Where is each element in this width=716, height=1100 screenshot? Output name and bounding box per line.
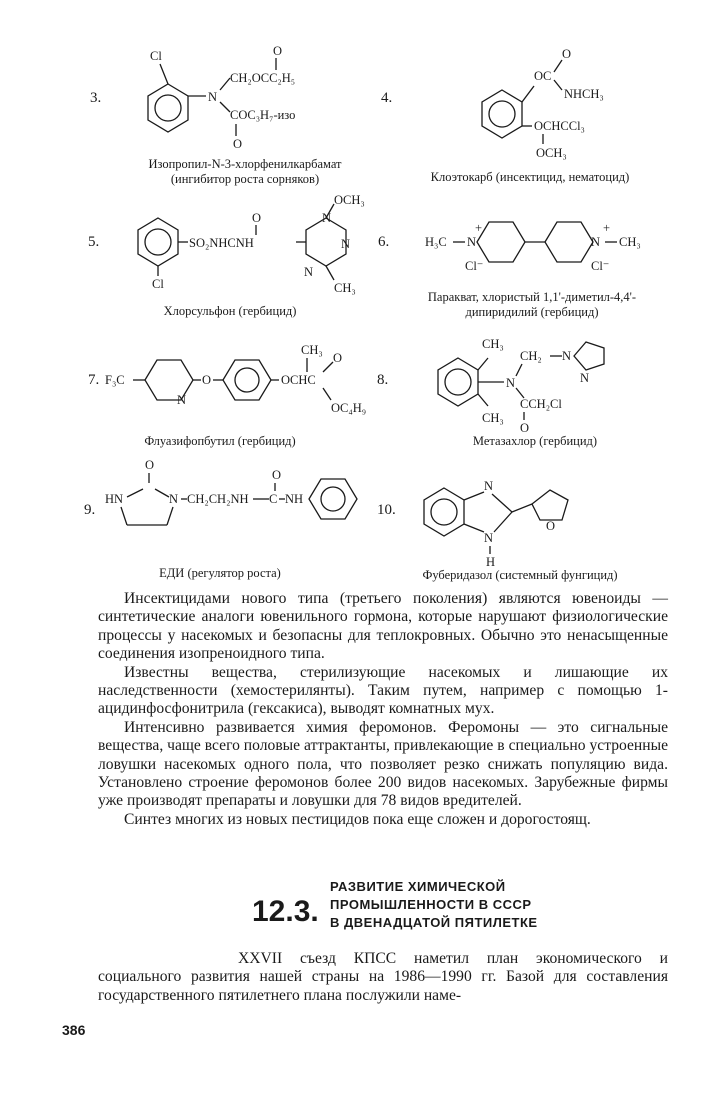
paragraph: Интенсивно развивается химия феромонов. Феромоны — это сигнальные вещества, чаще всего половые аттрактанты, привлекающие в специально устроенные ловушки насекомых одного пола, что позволяет резко снижать популяцию вида. Установлено строение феромонов более 200 видов насекомых. Зарубежные фирмы уже производят препараты и ловушки для 78 видов вредителей. [98,718,668,810]
svg-text:N: N [169,492,179,506]
svg-text:O: O [272,468,282,482]
svg-text:SO₂NHCNH: SO₂NHCNH [189,236,254,250]
cloethocarb-structure [462,40,662,165]
caption-line: (ингибитор роста сорняков) [170,172,320,186]
svg-text:OCHCCl₃: OCHCCl₃ [534,119,585,133]
svg-text:OCH₃: OCH₃ [334,193,365,207]
edi-structure [105,455,365,540]
svg-text:F₃C: F₃C [105,373,125,387]
svg-text:N: N [467,235,477,249]
structure-number: 8. [377,372,389,388]
svg-text:O: O [145,458,155,472]
svg-text:CH₃: CH₃ [482,411,504,425]
caption-line: Хлорсульфон (гербицид) [163,304,297,318]
section-body [98,950,668,1005]
svg-text:CH₃: CH₃ [482,337,504,351]
caption-line: Клоэтокарб (инсектицид, нематоцид) [430,170,630,184]
caption-line: Флуазифопбутил (гербицид) [144,434,296,448]
svg-text:CCH₂Cl: CCH₂Cl [520,397,562,411]
svg-text:N: N [322,211,332,225]
svg-text:Cl⁻: Cl⁻ [591,259,610,273]
svg-text:O: O [202,373,212,387]
svg-text:O: O [233,137,243,151]
svg-text:N: N [341,237,351,251]
caption-line: ЕДИ (регулятор роста) [159,566,281,580]
svg-text:H₃C: H₃C [425,235,447,249]
fluazifop-butyl-structure [105,340,375,420]
paragraph: Синтез многих из новых пестицидов пока еще сложен и дорогостоящ. [124,810,591,828]
structure-number: 3. [90,90,102,106]
svg-text:+: + [475,221,483,235]
section-number: 12.3. [252,895,319,928]
svg-text:O: O [252,211,262,225]
caption-line: Паракват, хлористый 1,1'-диметил-4,4'- [427,290,637,304]
svg-text:C: C [269,492,278,506]
svg-text:Cl⁻: Cl⁻ [465,259,484,273]
section-title-line: ПРОМЫШЛЕННОСТИ В СССР [330,897,532,912]
caption-line: Фуберидазол (системный фунгицид) [422,568,618,582]
svg-text:N: N [591,235,601,249]
chlorsulfuron-structure [128,192,378,297]
page-number: 386 [62,1022,86,1038]
body-text [98,590,668,829]
fuberidazole-structure [420,470,600,570]
svg-text:HN: HN [105,492,124,506]
svg-text:N: N [304,265,314,279]
svg-text:CH₂OCC₂H₅: CH₂OCC₂H₅ [230,71,296,85]
svg-text:CH₃: CH₃ [334,281,356,295]
svg-text:O: O [520,421,530,435]
structure-number: 6. [378,234,390,250]
metazachlor-structure [428,330,668,435]
section-title-line: РАЗВИТИЕ ХИМИЧЕСКОЙ [330,879,506,894]
paragraph: Известны вещества, стерилизующие насекомых и лишающие их наследственности (хемостерилянты). Таким путем, например с помощью 1-ацидинфосфонитрила (гексакиса), выводят комнатных мух. [98,663,668,718]
svg-text:OC: OC [534,69,552,83]
svg-text:N: N [562,349,572,363]
svg-text:N: N [506,376,516,390]
structure-number: 4. [381,90,393,106]
svg-text:OCHC: OCHC [281,373,316,387]
svg-text:OCH₃: OCH₃ [536,146,567,160]
svg-text:CH₂: CH₂ [520,349,542,363]
svg-text:O: O [546,519,556,533]
svg-text:N: N [484,479,494,493]
svg-text:OC₄H₉: OC₄H₉ [331,401,367,415]
svg-text:O: O [273,44,283,58]
structure-number: 10. [377,502,396,518]
structure-number: 9. [84,502,96,518]
svg-text:N: N [177,393,187,407]
paragraph: Инсектицидами нового типа (третьего поколения) являются ювеноиды — синтетические аналоги ювенильного гормона, которые нарушают физиологические процессы у насекомых и безопасны для теплокровных. Обычно это ненасыщенные соединения изопреноидного типа. [98,590,668,663]
structure-number: 7. [88,372,100,388]
svg-text:O: O [333,351,343,365]
svg-text:CH₃: CH₃ [619,235,641,249]
svg-text:N: N [208,90,218,104]
svg-text:Cl: Cl [150,49,162,63]
svg-text:Cl: Cl [152,277,164,291]
svg-text:O: O [562,47,572,61]
caption-line: Метазахлор (гербицид) [472,434,598,448]
section-title-line: В ДВЕНАДЦАТОЙ ПЯТИЛЕТКЕ [330,915,538,930]
caption-line: дипиридилий (гербицид) [465,305,599,319]
isopropyl-carbamate-structure [130,40,330,155]
svg-text:NH: NH [285,492,304,506]
svg-text:COC₃H₇-изо: COC₃H₇-изо [230,108,296,122]
caption-line: Изопропил-N-3-хлорфенилкарбамат [148,157,342,171]
svg-text:H: H [486,555,496,569]
svg-text:+: + [603,221,611,235]
svg-text:CH₃: CH₃ [301,343,323,357]
svg-text:CH₂CH₂NH: CH₂CH₂NH [187,492,249,506]
paragraph: XXVII съезд КПСС наметил план экономического и социального развития нашей страны на 1986—1990 гг. Базой для составления государственного пятилетнего плана послужили наме- [98,950,668,1004]
svg-text:N: N [580,371,590,385]
section-title [330,878,538,932]
svg-text:NHCH₃: NHCH₃ [564,87,604,101]
svg-text:N: N [484,531,494,545]
paraquat-structure [425,210,665,280]
structure-number: 5. [88,234,100,250]
